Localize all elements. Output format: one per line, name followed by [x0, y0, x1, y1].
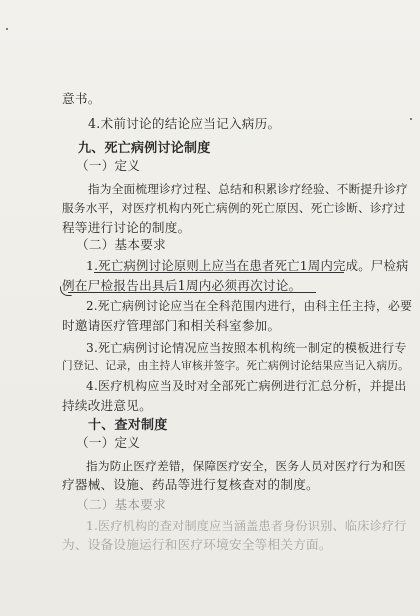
body-line: 服务水平，对医疗机构内死亡病例的死亡原因、死亡诊断、诊疗过 [62, 201, 406, 215]
subsection-heading: （一）定义 [76, 158, 141, 173]
handwritten-underline [94, 272, 344, 273]
body-line: 为、设备设施运行和医疗环境安全等相关方面。 [62, 537, 332, 552]
body-line: 门登记、记录，由主持人审核并签字。死亡病例讨论结果应当记入病历。 [62, 360, 409, 372]
list-item: 1.死亡病例讨论原则上应当在患者死亡1周内完成。尸检病 [86, 259, 409, 273]
list-item: 2.死亡病例讨论应当在全科范围内进行，由科主任主持，必要 [86, 299, 413, 313]
section-heading: 十、查对制度 [88, 418, 168, 433]
scan-speck [410, 118, 412, 120]
section-heading: 九、死亡病例讨论制度 [78, 141, 211, 156]
body-line: 程等进行讨论的制度。 [62, 220, 191, 235]
list-item: 3.死亡病例讨论情况应当按照本机构统一制定的模板进行专 [86, 341, 407, 355]
body-line: 时邀请医疗管理部门和相关科室参加。 [62, 318, 281, 333]
body-line: 持续改进意见。 [62, 398, 152, 413]
subsection-heading: （一）定义 [76, 435, 141, 450]
list-item: 4.医疗机构应当及时对全部死亡病例进行汇总分析，并提出 [86, 379, 407, 393]
subsection-heading: （二）基本要求 [76, 237, 166, 252]
handwritten-mark [60, 286, 72, 296]
body-line: 指为防止医疗差错，保障医疗安全，医务人员对医疗行为和医 [86, 459, 406, 473]
subsection-heading: （二）基本要求 [76, 497, 166, 512]
body-line: 指为全面梳理诊疗过程、总结和积累诊疗经验、不断提升诊疗 [88, 182, 408, 196]
body-line: 意书。 [62, 91, 101, 106]
handwritten-underline [68, 292, 316, 293]
body-line: 疗器械、设施、药品等进行复核查对的制度。 [62, 477, 319, 492]
body-line: 例在尸检报告出具后1周内必须再次讨论。 [62, 278, 302, 293]
list-item: 1.医疗机构的查对制度应当涵盖患者身份识别、临床诊疗行 [86, 519, 407, 533]
scan-speck [6, 28, 8, 30]
list-item: 4.术前讨论的结论应当记入病历。 [88, 116, 281, 131]
